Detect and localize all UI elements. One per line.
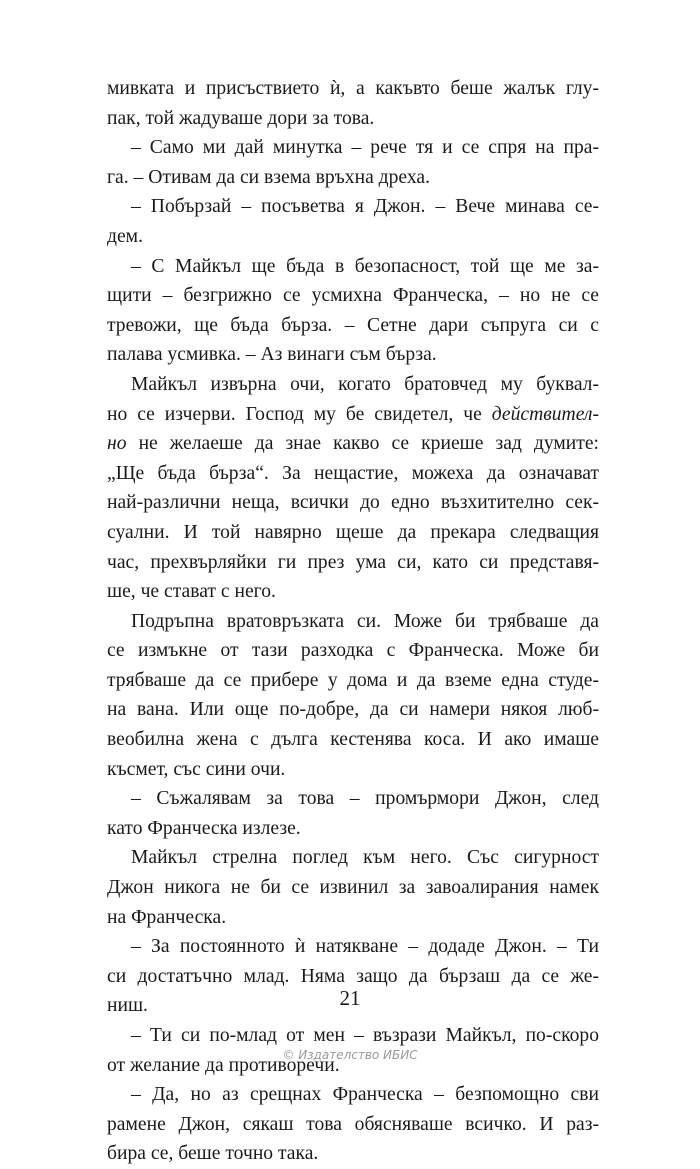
text-line: мивката и присъствието ѝ, а какъвто беше жалък глу- xyxy=(107,78,599,99)
text-line: но не желаеше да знае какво се криеше зад думите: xyxy=(107,433,599,455)
text-line: на вана. Или още по-добре, да си намери някоя люб- xyxy=(107,699,599,721)
text-line: на Франческа. xyxy=(107,906,227,928)
text-line: суални. И той навярно щеше да прекара следващия xyxy=(107,521,599,543)
text-line: щити – безгрижно се усмихна Франческа, – но не се xyxy=(107,285,599,307)
text-line: но се изчерви. Господ му бе свидетел, че действител- xyxy=(107,403,599,425)
text-line: рамене Джон, сякаш това обясняваше всичко. И раз- xyxy=(107,1113,599,1135)
text-line: си достатъчно млад. Няма защо да бързаш да се же- xyxy=(107,965,599,987)
text-line: – Съжалявам за това – промърмори Джон, след xyxy=(131,788,599,810)
text-line: Джон никога не би се извинил за завоалирания намек xyxy=(107,877,599,899)
text-line: Майкъл стрелна поглед към него. Със сигурност xyxy=(131,847,599,869)
text-line: веобилна жена с дълга кестенява коса. И ако имаше xyxy=(107,729,599,751)
text-line: пак, той жадуваше дори за това. xyxy=(107,107,375,129)
text-line: най-различни неща, всички до едно възхитително сек- xyxy=(107,492,599,514)
text-line: късмет, със сини очи. xyxy=(107,758,286,780)
text-line: Подръпна вратовръзката си. Може би трябваше да xyxy=(131,610,599,632)
text-line: – С Майкъл ще бъда в безопасност, той ще ме за- xyxy=(131,255,599,277)
text-line: „Ще бъда бърза“. За нещастие, можеха да означават xyxy=(107,462,599,484)
text-line: – Ти си по-млад от мен – възрази Майкъл, по-скоро xyxy=(131,1025,599,1046)
text-line: се измъкне от тази разходка с Франческа. Може би xyxy=(107,640,599,662)
text-line: палава усмивка. – Аз винаги съм бърза. xyxy=(107,344,437,366)
emphasized-word: действител- xyxy=(491,403,599,425)
text-line: Майкъл извърна очи, когато братовчед му буквал- xyxy=(131,373,599,395)
text-line: – За постоянното ѝ натякване – додаде Джон. – Ти xyxy=(131,936,599,958)
text-line: като Франческа излезе. xyxy=(107,817,301,839)
text-line: час, прехвърляйки ги през ума си, като си представя- xyxy=(107,551,599,573)
text-line: от желание да противоречи. xyxy=(107,1054,340,1076)
text-line: – Побързай – посъветва я Джон. – Вече минава се- xyxy=(131,196,599,218)
page-number: 21 xyxy=(339,986,361,1010)
text-line: – Да, но аз срещнах Франческа – безпомощно сви xyxy=(131,1084,599,1106)
text-line: ниш. xyxy=(107,995,148,1017)
text-line: га. – Отивам да си взема връхна дреха. xyxy=(107,166,430,188)
text-line: – Само ми дай минутка – рече тя и се спря на пра- xyxy=(131,137,599,159)
text-line: ше, че стават с него. xyxy=(107,581,276,603)
text-line: тревожи, ще бъда бърза. – Сетне дари съпруга си с xyxy=(107,314,599,336)
text-line: дем. xyxy=(107,225,143,247)
publisher-footer: © Издателство ИБИС xyxy=(282,1048,418,1062)
text-line: бира се, беше точно така. xyxy=(107,1143,319,1165)
text-line: трябваше да се прибере у дома и да вземе една студе- xyxy=(107,669,599,691)
emphasized-word: но xyxy=(107,433,127,455)
